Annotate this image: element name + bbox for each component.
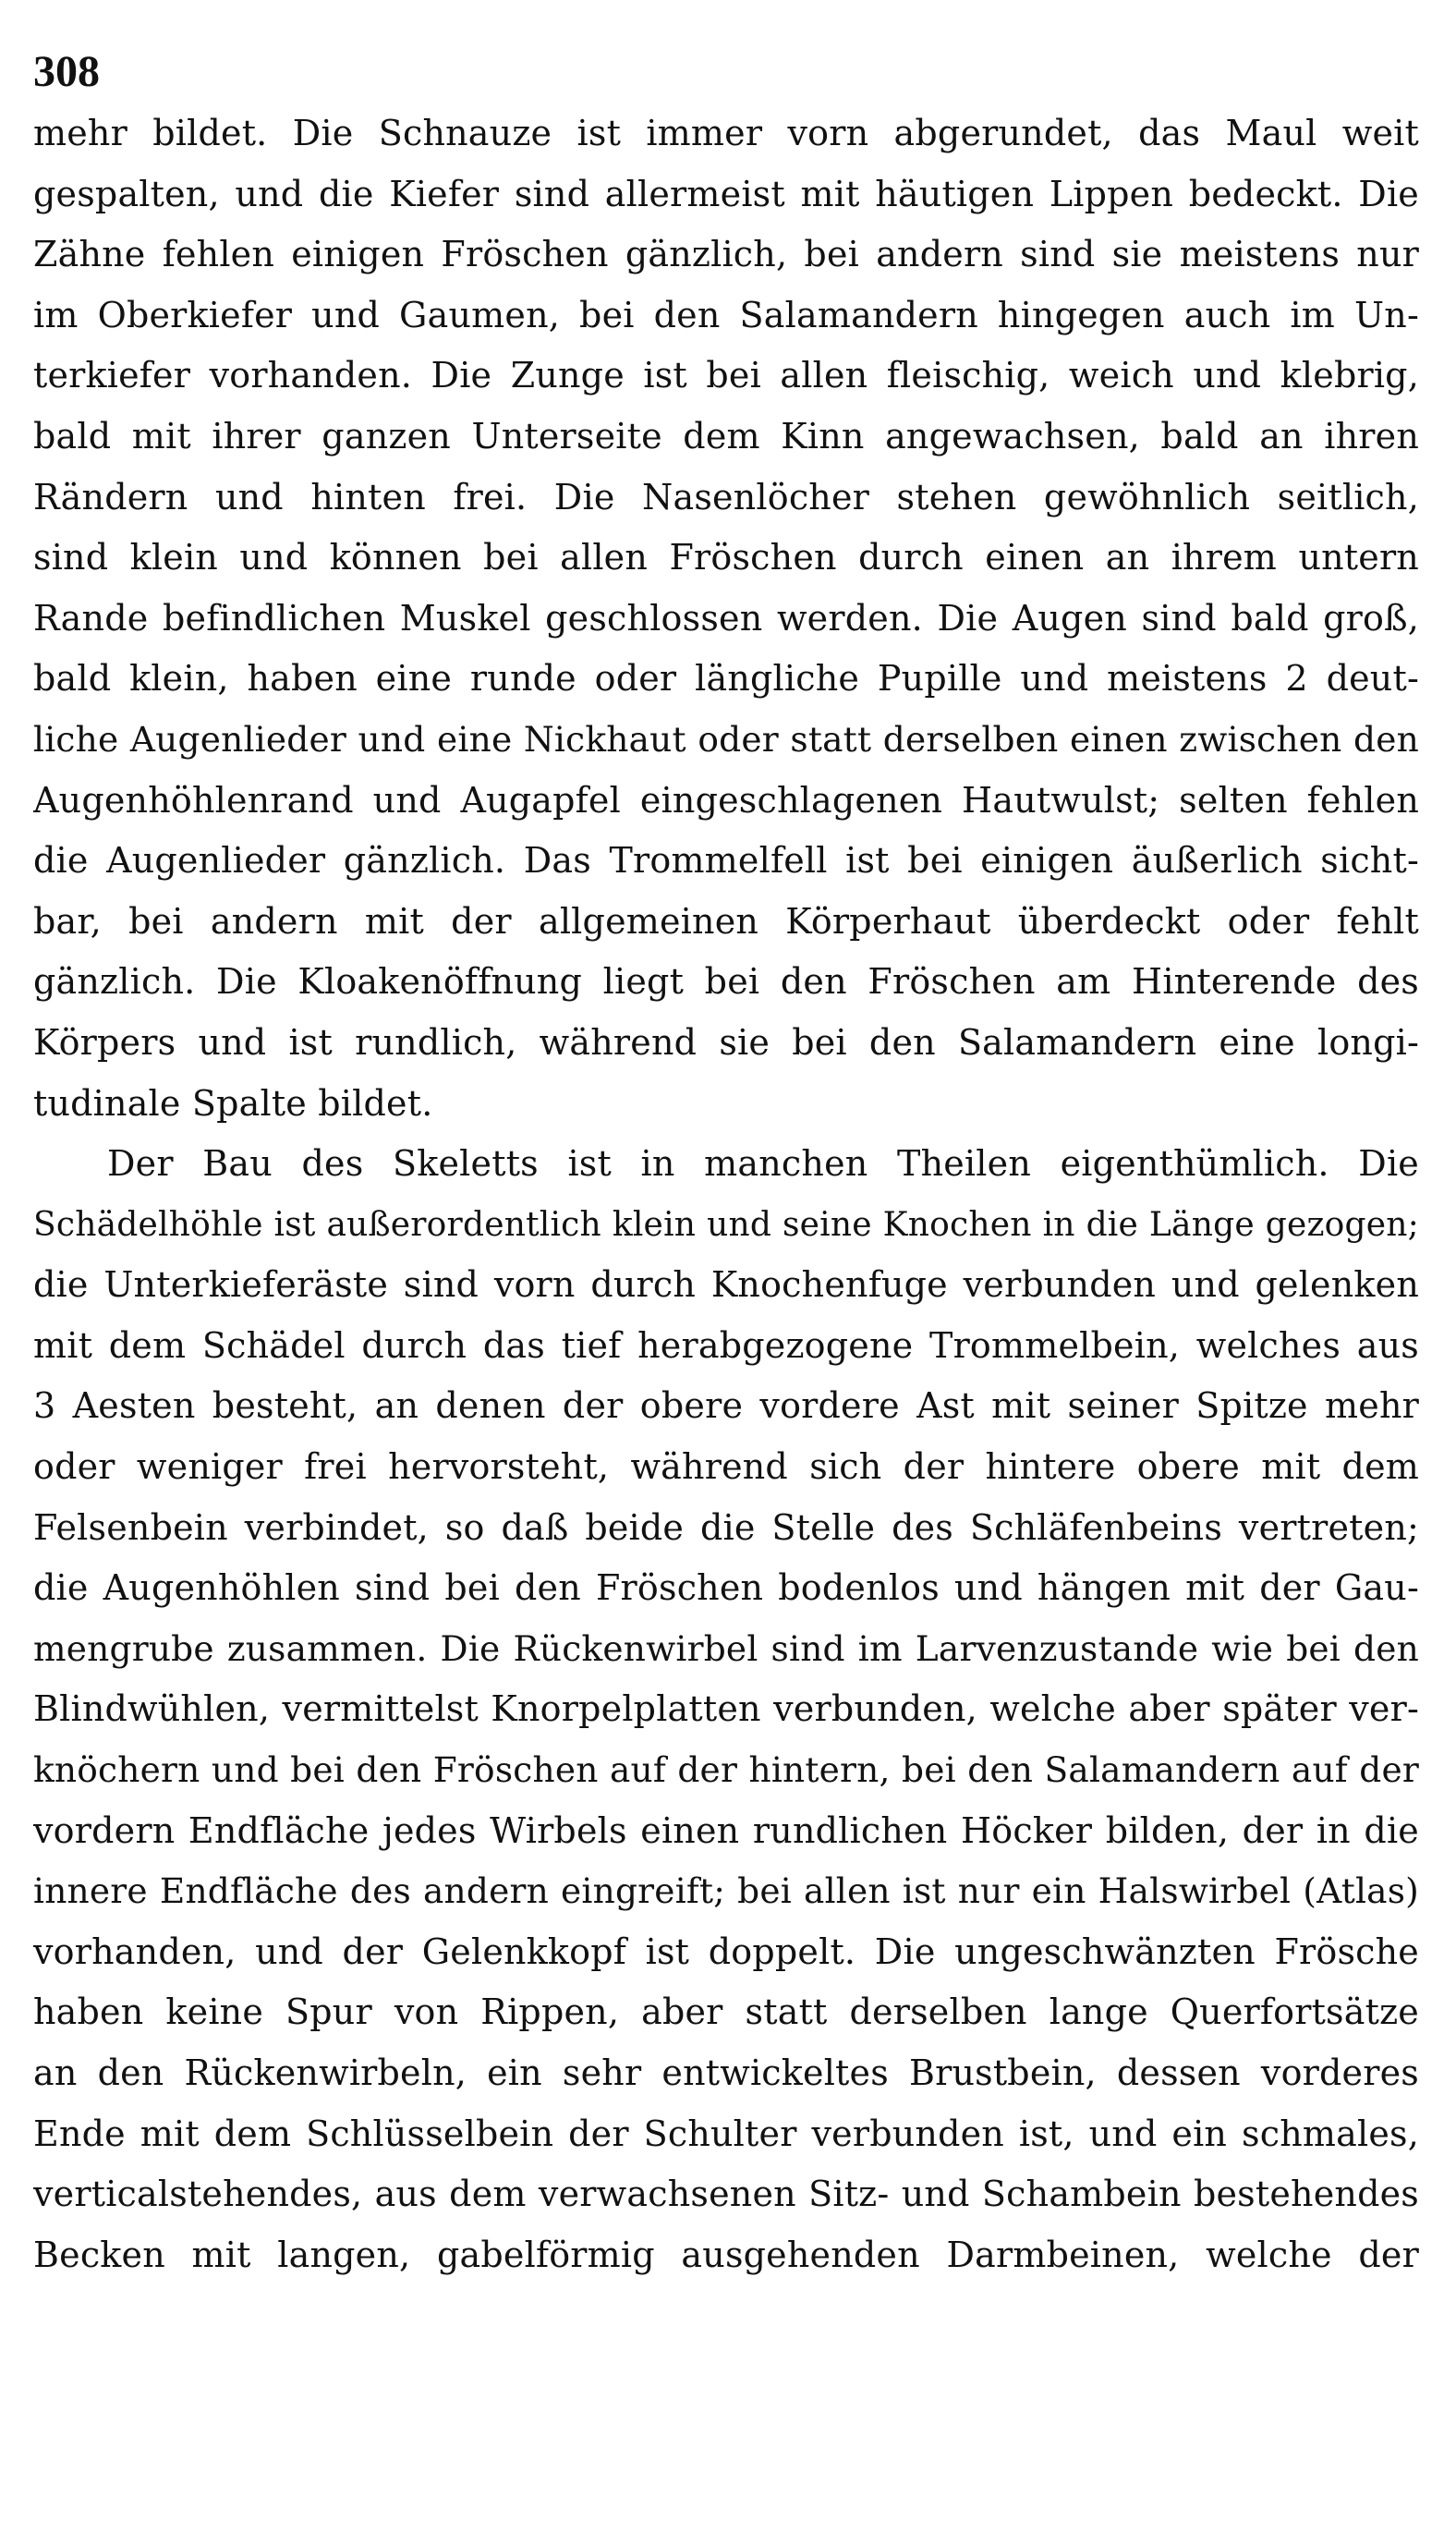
text-line: Zähne fehlen einigen Fröschen gänzlich, bei andern sind sie meistens nur (33, 234, 1419, 275)
text-line: im Oberkiefer und Gaumen, bei den Salamandern hingegen auch im Un- (33, 294, 1419, 335)
text-line: Schädelhöhle ist außerordentlich klein und seine Knochen in die Länge gezogen; (33, 1205, 1419, 1244)
text-line: Felsenbein verbindet, so daß beide die Stelle des Schläfenbeins vertreten; (33, 1506, 1419, 1548)
text-line: Der Bau des Skeletts ist in manchen Theilen eigenthümlich. Die (107, 1143, 1419, 1185)
text-line: vorhanden, und der Gelenkkopf ist doppelt. Die ungeschwänzten Frösche (33, 1930, 1419, 1972)
text-line: terkiefer vorhanden. Die Zunge ist bei allen fleischig, weich und klebrig, (33, 355, 1419, 396)
text-line: bar, bei andern mit der allgemeinen Körperhaut überdeckt oder fehlt (33, 900, 1419, 942)
body-text (33, 104, 1419, 2285)
text-line: 3 Aesten besteht, an denen der obere vordere Ast mit seiner Spitze mehr (33, 1385, 1419, 1427)
text-line: die Augenlieder gänzlich. Das Trommelfell ist bei einigen äußerlich sicht- (33, 840, 1419, 882)
text-line: oder weniger frei hervorsteht, während sich der hintere obere mit dem (33, 1446, 1419, 1488)
text-line: Augenhöhlenrand und Augapfel eingeschlagenen Hautwulst; selten fehlen (33, 779, 1419, 821)
text-line: die Unterkieferäste sind vorn durch Knochenfuge verbunden und gelenken (33, 1264, 1419, 1306)
text-line: sind klein und können bei allen Fröschen durch einen an ihrem untern (33, 537, 1419, 578)
text-line: bald klein, haben eine runde oder längliche Pupille und meistens 2 deut- (33, 658, 1419, 700)
text-line: gespalten, und die Kiefer sind allermeist mit häutigen Lippen bedeckt. Die (33, 173, 1419, 214)
text-line: tudinale Spalte bildet. (33, 1082, 433, 1124)
text-line: knöchern und bei den Fröschen auf der hintern, bei den Salamandern auf der (33, 1749, 1419, 1791)
page-number: 308 (33, 47, 100, 96)
text-line: innere Endfläche des andern eingreift; bei allen ist nur ein Halswirbel (Atlas) (33, 1870, 1419, 1912)
text-line: Ende mit dem Schlüsselbein der Schulter verbunden ist, und ein schmales, (33, 2113, 1419, 2154)
text-line: verticalstehendes, aus dem verwachsenen Sitz- und Schambein bestehendes (33, 2174, 1419, 2215)
paragraph (33, 1134, 1419, 2285)
text-line: Blindwühlen, vermittelst Knorpelplatten verbunden, welche aber später ver- (33, 1688, 1419, 1730)
text-line: mengrube zusammen. Die Rückenwirbel sind im Larvenzustande wie bei den (33, 1627, 1419, 1669)
text-line: Körpers und ist rundlich, während sie bei den Salamandern eine longi- (33, 1021, 1419, 1063)
text-line: gänzlich. Die Kloakenöffnung liegt bei den Fröschen am Hinterende des (33, 961, 1419, 1003)
paragraph (33, 104, 1419, 1134)
text-line: liche Augenlieder und eine Nickhaut oder statt derselben einen zwischen den (33, 718, 1419, 760)
text-line: vordern Endfläche jedes Wirbels einen rundlichen Höcker bilden, der in die (33, 1809, 1419, 1851)
text-line: mehr bildet. Die Schnauze ist immer vorn abgerundet, das Maul weit (33, 113, 1419, 153)
text-line: bald mit ihrer ganzen Unterseite dem Kinn angewachsen, bald an ihren (33, 415, 1419, 457)
text-line: Rändern und hinten frei. Die Nasenlöcher stehen gewöhnlich seitlich, (33, 476, 1419, 518)
text-line: die Augenhöhlen sind bei den Fröschen bodenlos und hängen mit der Gau- (33, 1567, 1419, 1609)
text-line: haben keine Spur von Rippen, aber statt derselben lange Querfortsätze (33, 1991, 1419, 2033)
text-line: Rande befindlichen Muskel geschlossen werden. Die Augen sind bald groß, (33, 597, 1419, 639)
text-line: an den Rückenwirbeln, ein sehr entwickeltes Brustbein, dessen vorderes (33, 2052, 1419, 2093)
text-line: mit dem Schädel durch das tief herabgezogene Trommelbein, welches aus (33, 1324, 1419, 1366)
text-line: Becken mit langen, gabelförmig ausgehenden Darmbeinen, welche der (33, 2234, 1419, 2275)
